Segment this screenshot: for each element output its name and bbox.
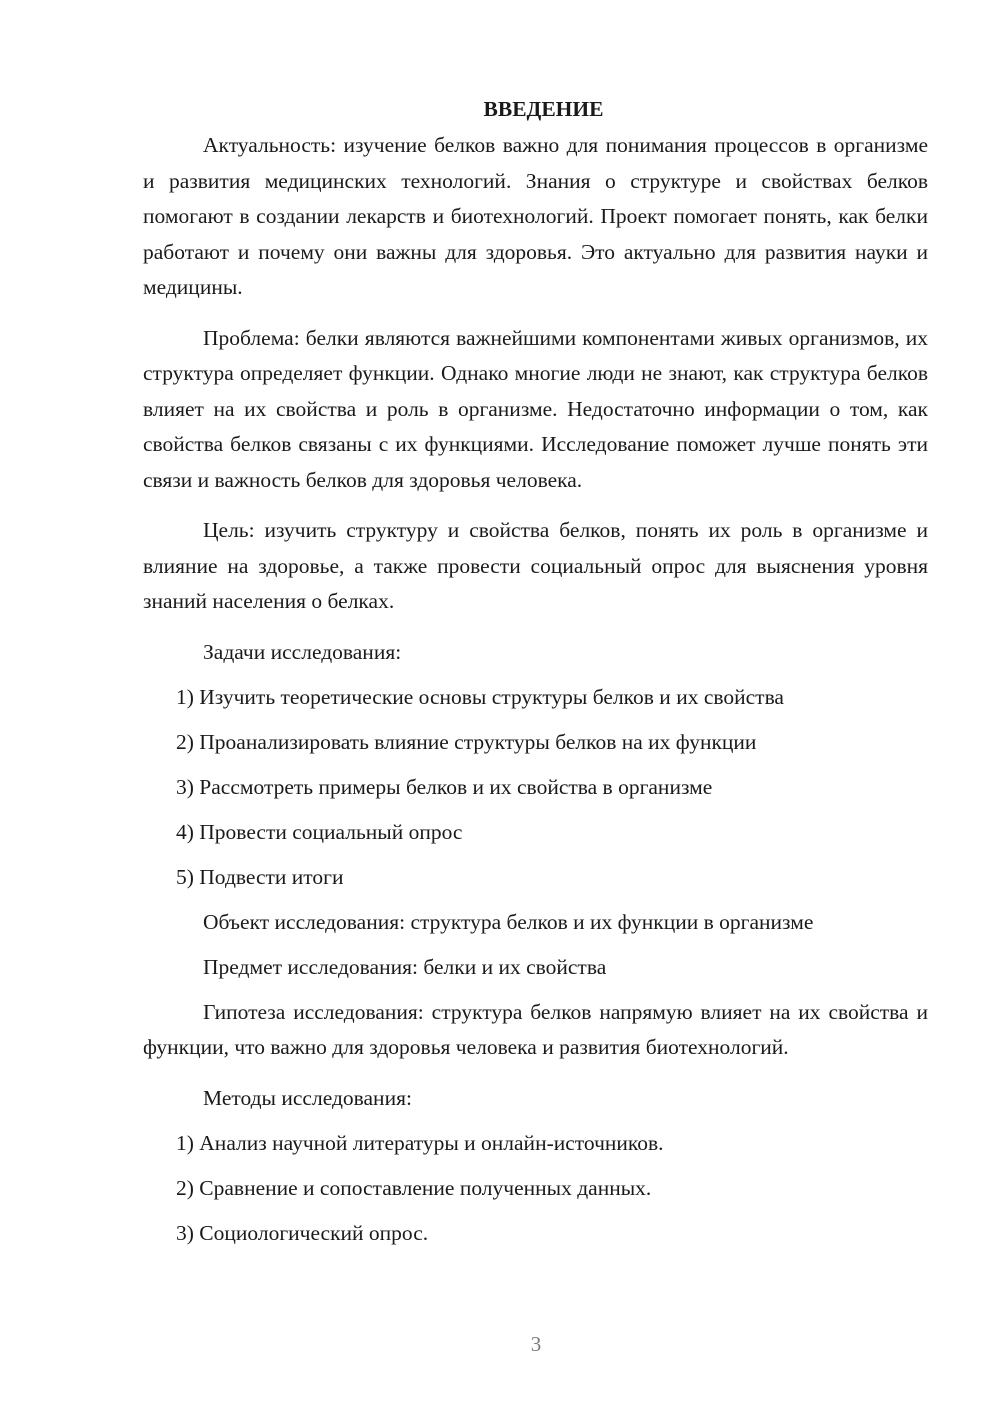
methods-heading: Методы исследования:: [203, 1085, 412, 1110]
tasks-heading: Задачи исследования:: [203, 639, 402, 664]
research-object: Объект исследования: структура белков и их функции в организме: [203, 909, 814, 934]
page-title: ВВЕДЕНИЕ: [483, 97, 604, 121]
goal-paragraph: Цель: изучить структуру и свойства белков, понять их роль в организме и влияние на здоровье, а также провести социальный опрос для выяснения уровня знаний населения о белках.: [143, 518, 928, 613]
task-item: 2) Проанализировать влияние структуры белков на их функции: [176, 729, 757, 754]
relevance-paragraph: Актуальность: изучение белков важно для понимания процессов в организме и развития медицинских технологий. Знания о структуре и свойствах белков помогают в создании лекарств и биотехнологий. Проект помогает понять, как белки работают и почему они важны для здоровья. Это актуально для развития науки и медицины.: [143, 133, 928, 299]
method-item: 1) Анализ научной литературы и онлайн-источников.: [176, 1130, 664, 1155]
hypothesis-paragraph: Гипотеза исследования: структура белков напрямую влияет на их свойства и функции, что важно для здоровья человека и развития биотехнологий.: [143, 999, 928, 1059]
task-item: 3) Рассмотреть примеры белков и их свойства в организме: [176, 774, 713, 799]
task-item: 1) Изучить теоретические основы структуры белков и их свойства: [176, 684, 784, 709]
method-item: 2) Сравнение и сопоставление полученных данных.: [176, 1175, 652, 1200]
problem-paragraph: Проблема: белки являются важнейшими компонентами живых организмов, их структура определяет функции. Однако многие люди не знают, как структура белков влияет на их свойства и роль в организме. Недостаточно информации о том, как свойства белков связаны с их функциями. Исследование поможет лучше понять эти связи и важность белков для здоровья человека.: [143, 325, 928, 492]
task-item: 5) Подвести итоги: [176, 864, 344, 889]
page-number: 3: [530, 1332, 542, 1356]
method-item: 3) Социологический опрос.: [176, 1220, 429, 1245]
task-item: 4) Провести социальный опрос: [176, 819, 463, 844]
research-subject: Предмет исследования: белки и их свойства: [203, 954, 607, 979]
document-page: [143, 92, 928, 1261]
